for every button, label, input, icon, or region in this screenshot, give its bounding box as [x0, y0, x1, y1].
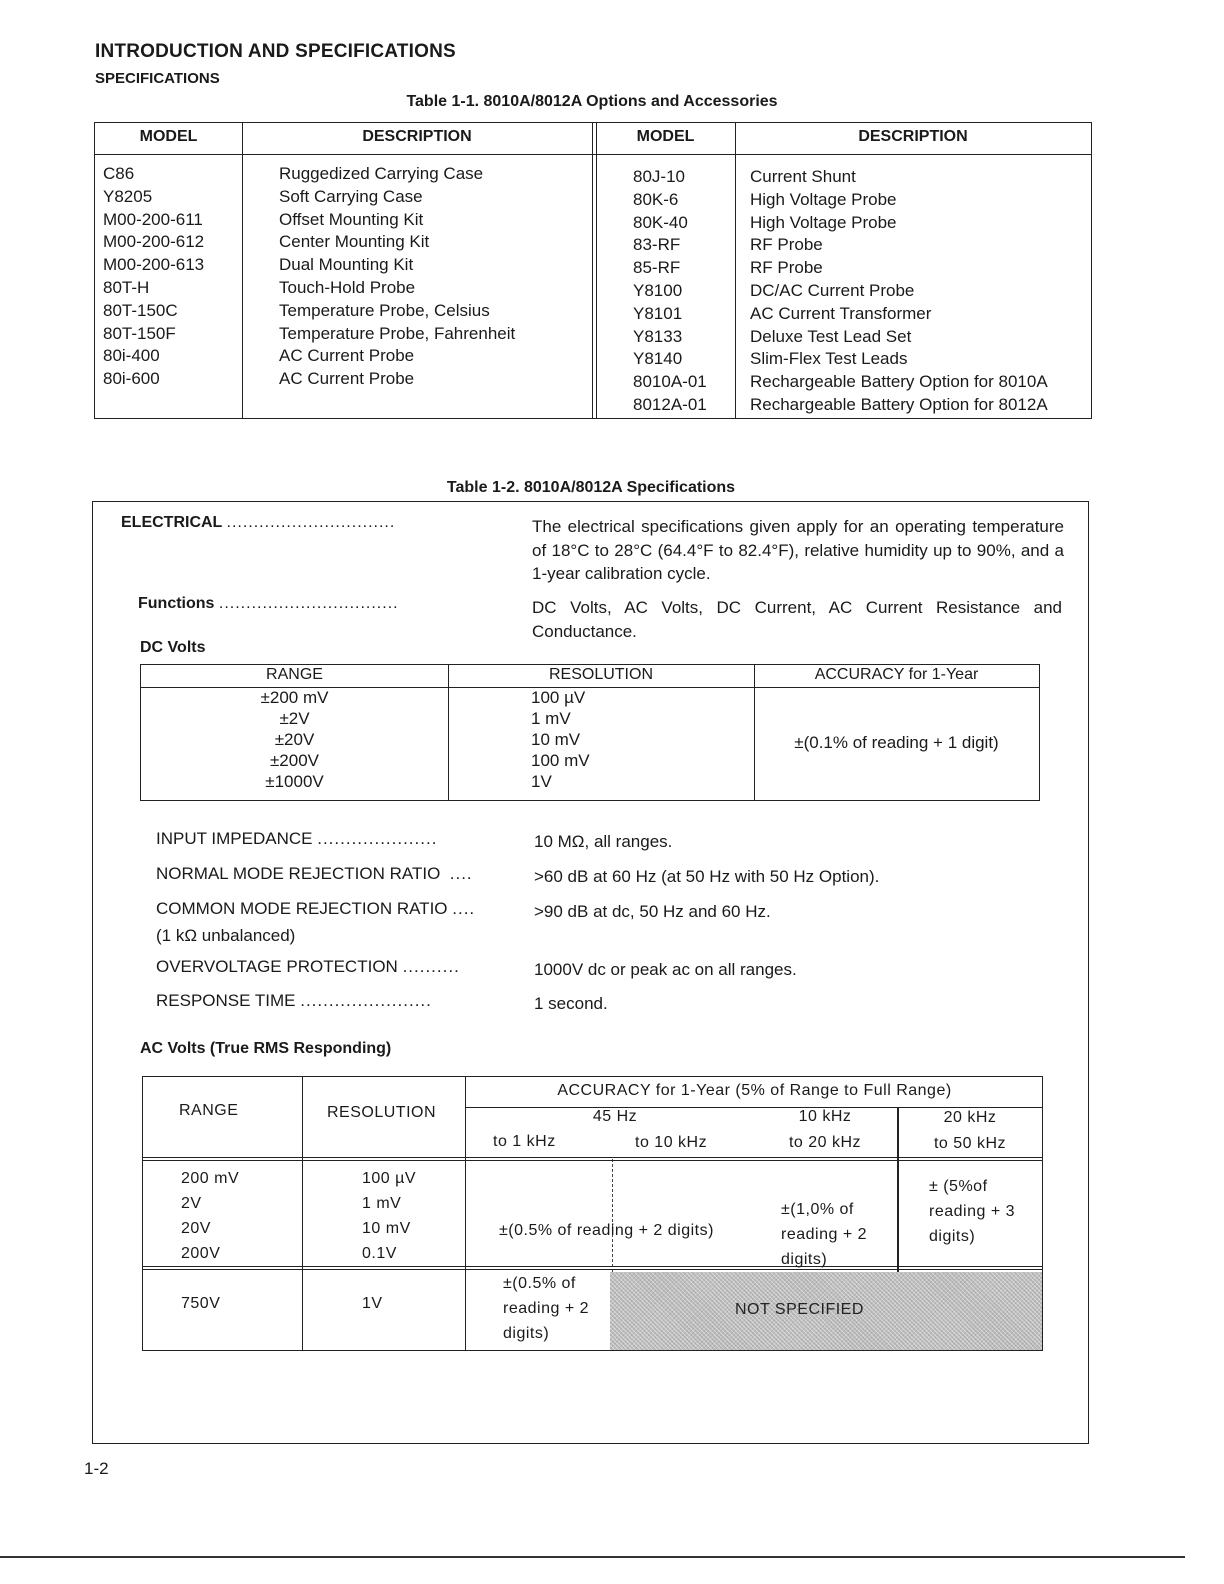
dc-header-accuracy: ACCURACY for 1-Year: [814, 666, 979, 683]
page-number: 1-2: [84, 1459, 109, 1478]
cmrr-note: (1 kΩ unbalanced): [156, 926, 296, 945]
electrical-label: ELECTRICAL ...............................: [121, 514, 396, 531]
dc-volts-table: [140, 664, 1040, 801]
bottom-rule: [0, 1556, 1185, 1558]
section-title: INTRODUCTION AND SPECIFICATIONS: [95, 41, 456, 62]
not-specified-label: NOT SPECIFIED: [735, 1301, 864, 1318]
ac-header-resolution: RESOLUTION: [327, 1104, 437, 1121]
nmrr-label: NORMAL MODE REJECTION RATIO ....: [156, 864, 473, 883]
table1-right-models: 80J-10 80K-6 80K-40 83-RF 85-RF Y8100 Y8101 Y8133 Y8140 8010A-01 8012A-01: [633, 167, 707, 414]
cmrr-value: >90 dB at dc, 50 Hz and 60 Hz.: [534, 902, 771, 921]
ac-band-20khz: 20 kHz: [943, 1109, 997, 1126]
table1-right-descriptions: Current Shunt High Voltage Probe High Voltage Probe RF Probe RF Probe DC/AC Current Probe AC Current Transformer Deluxe Test Lead Set Slim-Flex Test Leads Rechargeable Battery Option for 8010A Rechargeable Battery Option for 8012A: [750, 167, 1048, 414]
ac-band-20khz-to-50khz: to 50 kHz: [933, 1135, 1007, 1152]
dc-resolutions: 100 µV 1 mV 10 mV 100 mV 1V: [531, 688, 590, 791]
response-time-value: 1 second.: [534, 994, 608, 1013]
response-time-label: RESPONSE TIME .......................: [156, 991, 432, 1010]
dc-volts-title: DC Volts: [140, 639, 206, 656]
ac-range-750v: 750V: [181, 1295, 221, 1312]
cmrr-label: COMMON MODE REJECTION RATIO ....: [156, 899, 476, 918]
dc-ranges: ±200 mV ±2V ±20V ±200V ±1000V: [260, 688, 329, 791]
ovp-value: 1000V dc or peak ac on all ranges.: [534, 960, 797, 979]
electrical-text: The electrical specifications given apply for an operating temperature of 18°C to 28°C (64.4°F to 82.4°F), relative humidity up to 90%, and a 1-year calibration cycle.: [532, 517, 1064, 583]
ac-header-range: RANGE: [179, 1102, 239, 1119]
ovp-label: OVERVOLTAGE PROTECTION ..........: [156, 957, 460, 976]
ac-accuracy-750v: ±(0.5% of reading + 2 digits): [503, 1275, 590, 1342]
ac-band-10khz-to-20khz: to 20 kHz: [788, 1134, 862, 1151]
dc-header-range: RANGE: [266, 666, 323, 683]
dc-accuracy: ±(0.1% of reading + 1 digit): [794, 733, 999, 752]
ac-volts-title: AC Volts (True RMS Responding): [140, 1040, 392, 1057]
table1-left-models: C86 Y8205 M00-200-611 M00-200-612 M00-200-613 80T-H 80T-150C 80T-150F 80i-400 80i-600: [103, 164, 205, 389]
ac-accuracy-20khz-50khz: ± (5%of reading + 3 digits): [929, 1178, 1016, 1245]
nmrr-value: >60 dB at 60 Hz (at 50 Hz with 50 Hz Option).: [534, 867, 880, 886]
table1-header-model-right: MODEL: [636, 128, 695, 145]
dc-header-resolution: RESOLUTION: [548, 666, 653, 683]
ac-resolution-750v: 1V: [362, 1295, 383, 1312]
table1-left-descriptions: Ruggedized Carrying Case Soft Carrying Case Offset Mounting Kit Center Mounting Kit Dual Mounting Kit Touch-Hold Probe Temperature Probe, Celsius Temperature Probe, Fahrenheit AC Current Probe AC Current Probe: [279, 164, 516, 389]
ac-volts-table: [142, 1076, 1043, 1351]
ac-band-45hz-to-1khz: to 1 kHz: [493, 1133, 556, 1150]
ac-band-45hz-to-10khz: to 10 kHz: [635, 1134, 708, 1151]
table1-header-description-right: DESCRIPTION: [858, 128, 968, 145]
ac-band-10khz: 10 kHz: [798, 1108, 852, 1125]
options-accessories-table: [94, 122, 1092, 419]
table2-caption: Table 1-2. 8010A/8012A Specifications: [446, 479, 736, 496]
ac-accuracy-45hz-10khz: ±(0.5% of reading + 2 digits): [499, 1222, 714, 1239]
ac-ranges: 200 mV 2V 20V 200V: [181, 1170, 240, 1262]
table1-header-description-left: DESCRIPTION: [362, 128, 472, 145]
table1-header-model-left: MODEL: [139, 128, 198, 145]
subsection-title: SPECIFICATIONS: [95, 70, 220, 87]
ac-header-accuracy: ACCURACY for 1-Year (5% of Range to Full Range): [557, 1082, 952, 1099]
functions-text: DC Volts, AC Volts, DC Current, AC Current Resistance and Conductance.: [532, 598, 1062, 641]
input-impedance-value: 10 MΩ, all ranges.: [534, 832, 673, 851]
ac-band-45hz: 45 Hz: [592, 1108, 638, 1125]
input-impedance-label: INPUT IMPEDANCE .....................: [156, 829, 438, 848]
table1-caption: Table 1-1. 8010A/8012A Options and Accessories: [406, 93, 778, 110]
ac-resolutions: 100 µV 1 mV 10 mV 0.1V: [362, 1170, 417, 1262]
ac-accuracy-10khz-20khz: ±(1,0% of reading + 2 digits): [781, 1201, 868, 1268]
functions-label: Functions .................................: [138, 595, 399, 612]
